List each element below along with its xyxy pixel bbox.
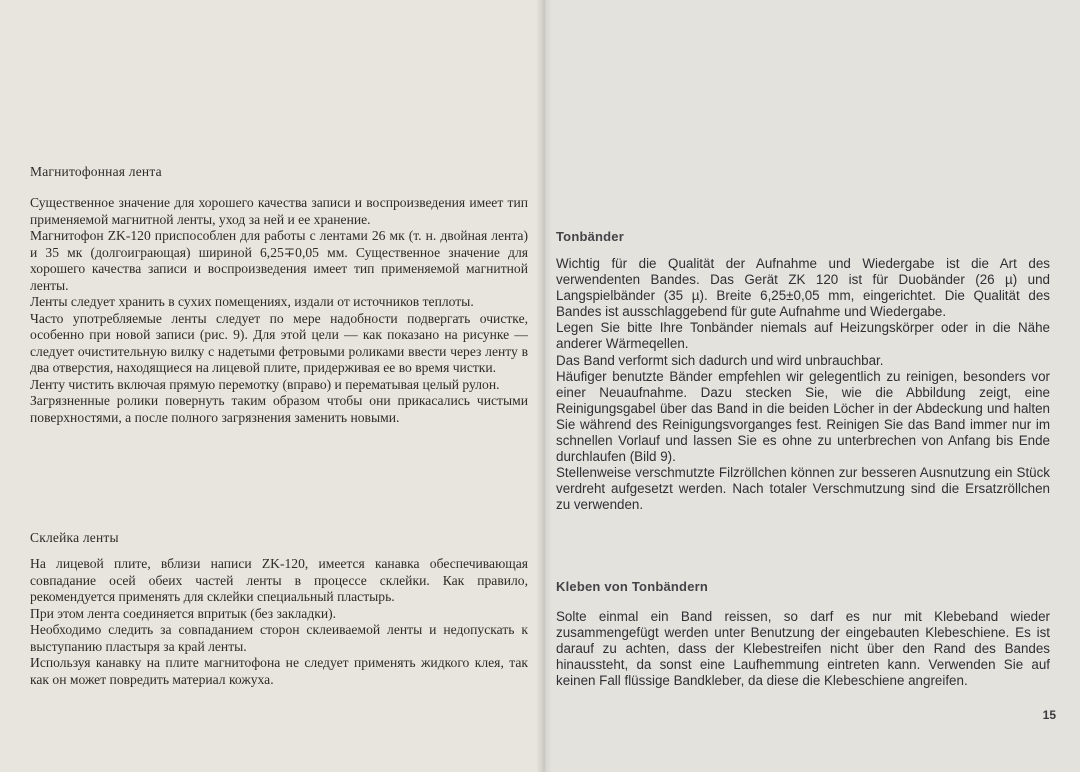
paragraph: Ленты следует хранить в сухих помещениях, издали от источников теплоты. <box>30 294 474 309</box>
paragraph: Solte einmal ein Band reissen, so darf es nur mit Klebeband wieder zusammengefügt werden unter Benutzung der eingebauten Klebeschiene. Es ist darauf zu achten, dass der Klebestreifen nicht über den Rand des Bandes hinaussteht, da sonst eine Laufhemmung eintreten kann. Verwenden Sie auf keinen Fall flüssige Bandkleber, da diese die Klebeschiene angreifen. <box>556 609 1050 689</box>
book-gutter <box>536 0 552 772</box>
paragraph: Необходимо следить за совпаданием сторон склеиваемой ленты и недопускать к выступанию пластыря за край ленты. <box>30 622 528 654</box>
paragraph: На лицевой плите, вблизи написи ZK-120, имеется канавка обеспечивающая совпадание осей обеих частей ленты в процессе склейки. Как правило, рекомендуется применять для склейки специальный пластырь. <box>30 556 528 604</box>
paragraph: Legen Sie bitte Ihre Tonbänder niemals auf Heizungskörper oder in die Nähe anderer Wärmeqellen. <box>556 320 1050 352</box>
paragraph: Магнитофон ZK-120 приспособлен для работы с лентами 26 мк (т. н. двойная лента) и 35 мк (долгоиграющая) шириной 6,25∓0,05 мм. Существенное значение для хорошего качества записи и воспроизведения имеет тип применяемой магнитной ленты. <box>30 228 528 293</box>
section-heading-magnetic-tape: Магнитофонная лента <box>30 164 162 179</box>
page-number: 15 <box>1042 708 1056 722</box>
paragraph: Wichtig für die Qualität der Aufnahme und Wiedergabe ist die Art des verwendenten Bandes. Das Gerät ZK 120 ist für Duobänder (26 µ) und Langspielbänder (35 µ). Breite 6,25±0,05 mm, eingerichtet. Die Qualität des Bandes ist ausschlaggebend für gute Aufnahme und Wiedergabe. <box>556 256 1050 320</box>
paragraph: Загрязненные ролики повернуть таким образом чтобы они прикасались чистыми поверхностями, а после полного загрязнения заменить новыми. <box>30 393 528 425</box>
paragraph: Существенное значение для хорошего качества записи и воспроизведения имеет тип применяемой магнитной ленты, уход за ней и ее хранение. <box>30 195 528 227</box>
paragraph: Stellenweise verschmutzte Filzröllchen können zur besseren Ausnutzung ein Stück verdreht aufgesetzt werden. Nach totaler Verschmutzung sind die Ersatzröllchen zu verwenden. <box>556 465 1050 513</box>
section-body-kleben <box>556 609 1050 689</box>
section-heading-tape-splicing: Склейка ленты <box>30 530 119 545</box>
section-body-tonbaender <box>556 256 1050 514</box>
paragraph: Häufiger benutzte Bänder empfehlen wir gelegentlich zu reinigen, besonders vor einer Neuaufnahme. Dazu stecken Sie, wie die Abbildung zeigt, eine Reinigungsgabel über das Band in die beiden Löcher in der Abdeckung und halten Sie während des Reinigungsvorganges fest. Reinigen Sie das Band immer nur im schnellen Vorlauf und lassen Sie es ohne zu unterbrechen von Anfang bis Ende durchlaufen (Bild 9). <box>556 368 1050 465</box>
section-heading-tonbaender: Tonbänder <box>556 229 624 244</box>
section-heading-kleben: Kleben von Tonbändern <box>556 579 709 594</box>
paragraph: При этом лента соединяется впритык (без закладки). <box>30 605 337 621</box>
paragraph: Используя канавку на плите магнитофона не следует применять жидкого клея, так как он может повредить материал кожуха. <box>30 655 528 687</box>
paragraph: Часто употребляемые ленты следует по мере надобности подвергать очистке, особенно при новой записи (рис. 9). Для этой цели — как показано на рисунке — следует очистительную вилку с надетыми фетровыми роликами ввести через ленту в два отверстия, находящиеся на лицевой плите, придерживая ее во время чистки. <box>30 310 528 375</box>
section-body-magnetic-tape <box>30 195 528 426</box>
section-body-tape-splicing <box>30 556 528 688</box>
paragraph: Das Band verformt sich dadurch und wird unbrauchbar. <box>556 352 884 368</box>
right-page <box>544 0 1080 772</box>
paragraph: Ленту чистить включая прямую перемотку (вправо) и перематывая целый рулон. <box>30 376 500 392</box>
